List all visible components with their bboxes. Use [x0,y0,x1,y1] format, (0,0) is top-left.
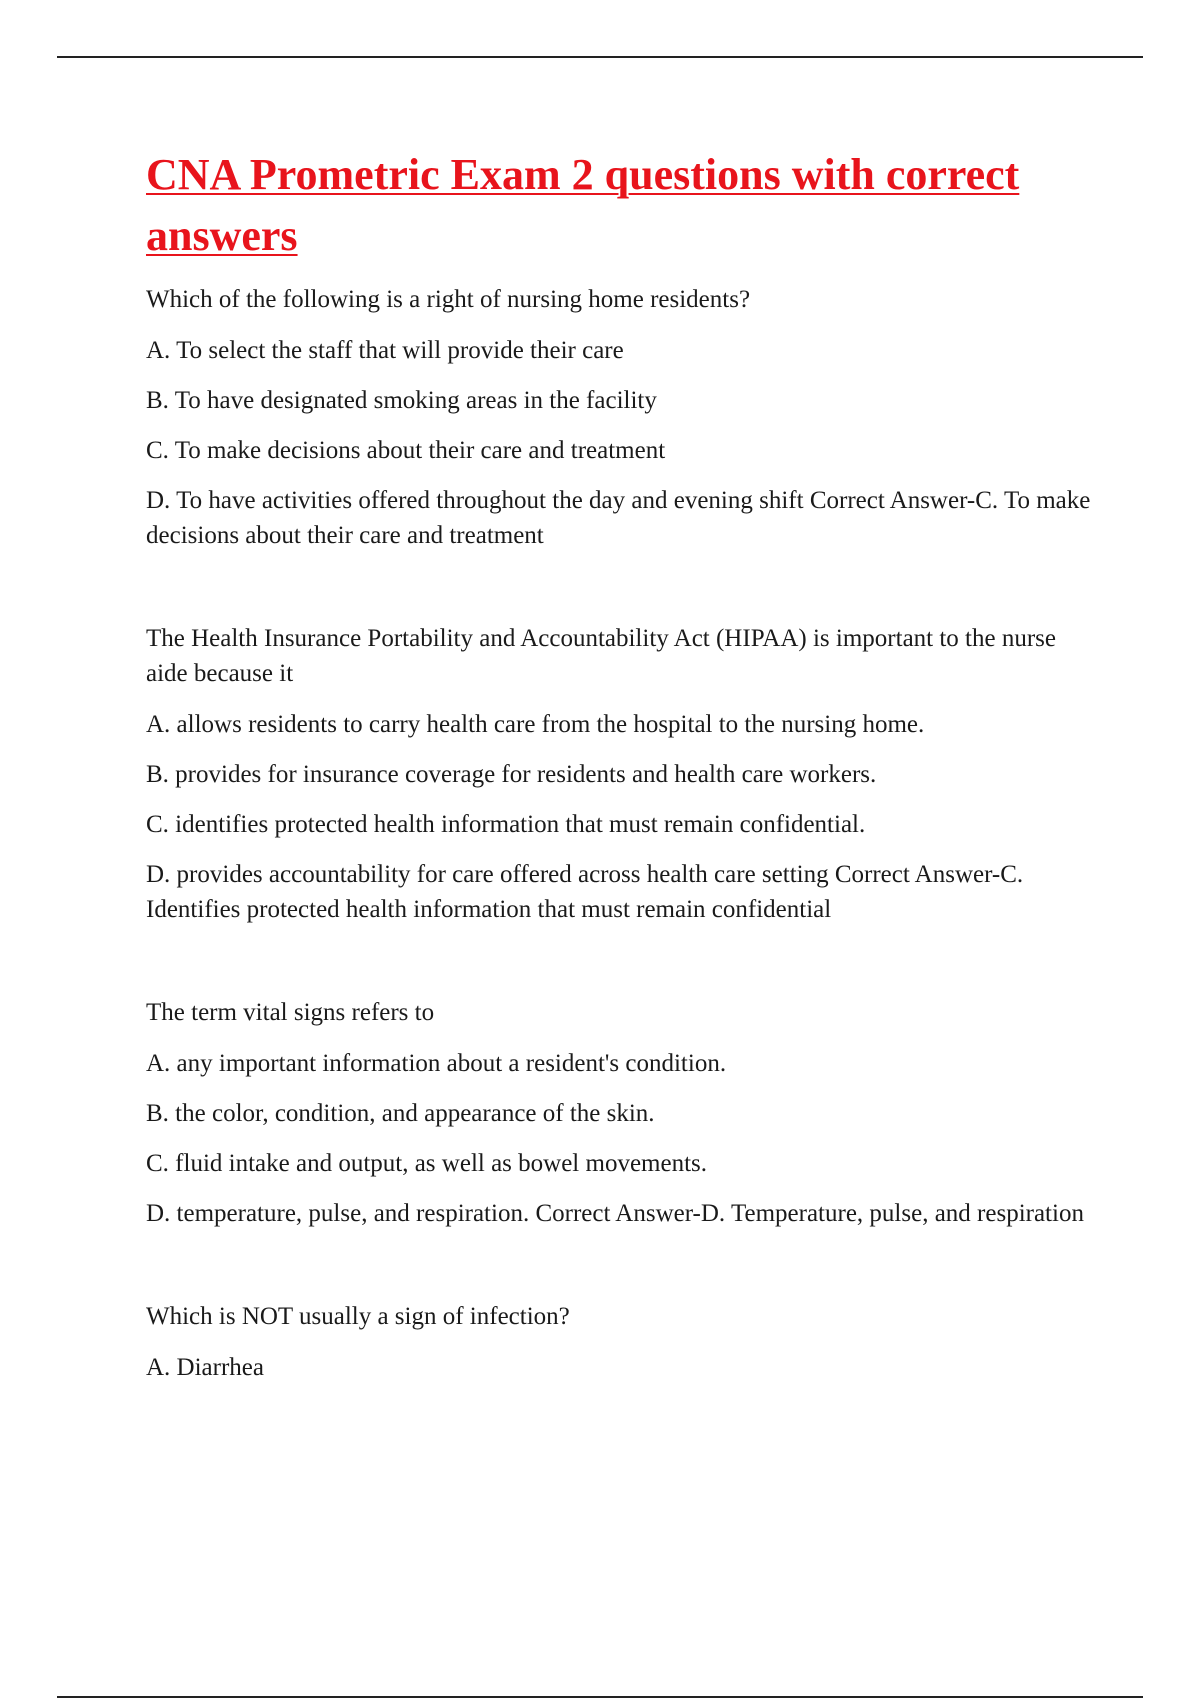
question-block [146,995,1096,1231]
answer-option: C. identifies protected health information that must remain confidential. [146,811,866,838]
answer-option-with-correct-answer: D. provides accountability for care offered across health care setting Correct Answer-C. Identifies protected health information that must remain confidential [146,861,1024,923]
answer-option: A. allows residents to carry health care from the hospital to the nursing home. [146,711,925,738]
question-text: Which of the following is a right of nursing home residents? [146,286,751,313]
answer-option: B. provides for insurance coverage for residents and health care workers. [146,761,877,788]
question-text: The Health Insurance Portability and Accountability Act (HIPAA) is important to the nurse aide because it [146,625,1056,687]
document-body [146,144,1096,1385]
spacer [146,553,1096,621]
answer-option: A. Diarrhea [146,1354,264,1381]
header-rule [57,56,1143,58]
answer-option: B. the color, condition, and appearance of the skin. [146,1100,655,1127]
answer-option: B. To have designated smoking areas in the facility [146,387,657,414]
spacer [146,927,1096,995]
question-block [146,621,1096,927]
answer-option: A. To select the staff that will provide their care [146,337,624,364]
question-block [146,282,1096,553]
document-title: CNA Prometric Exam 2 questions with correct answers [146,150,1020,260]
question-text: Which is NOT usually a sign of infection? [146,1303,570,1330]
answer-option: C. fluid intake and output, as well as bowel movements. [146,1150,708,1177]
answer-option: C. To make decisions about their care and treatment [146,437,666,464]
answer-option-with-correct-answer: D. To have activities offered throughout the day and evening shift Correct Answer-C. To make decisions about their care and treatment [146,487,1091,549]
footer-rule [57,1696,1143,1698]
answer-option-with-correct-answer: D. temperature, pulse, and respiration. Correct Answer-D. Temperature, pulse, and respiration [146,1200,1084,1227]
answer-option: A. any important information about a resident's condition. [146,1050,727,1077]
question-block [146,1299,1096,1385]
spacer [146,1231,1096,1299]
question-text: The term vital signs refers to [146,999,435,1026]
